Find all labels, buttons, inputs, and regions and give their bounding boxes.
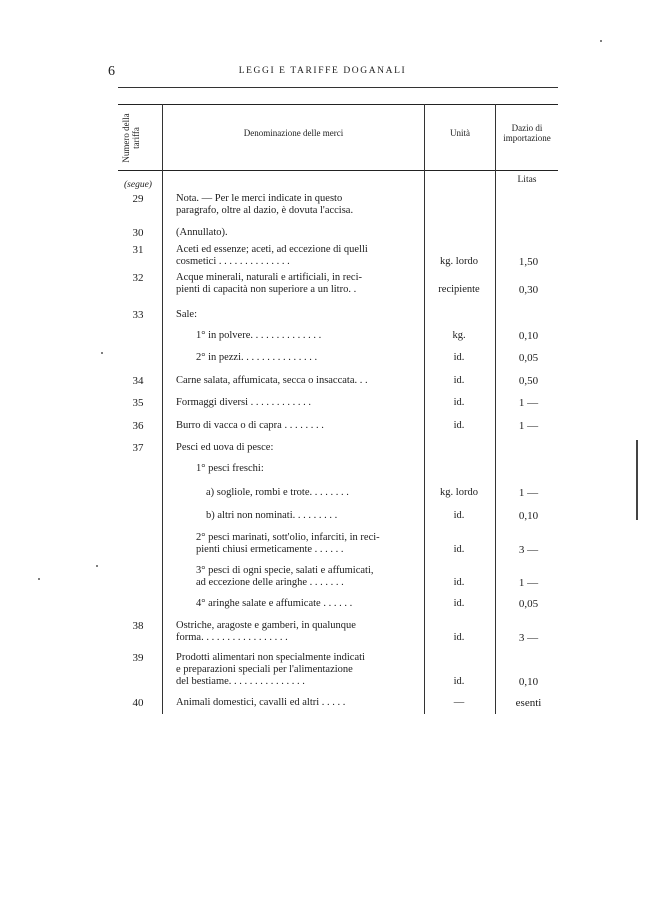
description-line: Carne salata, affumicata, secca o insaccata. . . bbox=[176, 375, 368, 386]
duty-value: 0,10 bbox=[518, 510, 539, 522]
description-line: 2° in pezzi. . . . . . . . . . . . . . . bbox=[196, 352, 318, 363]
description-line: 2° pesci marinati, sott'olio, infarciti, in reci- bbox=[196, 532, 380, 543]
header-duty: Dazio di importazione bbox=[503, 123, 551, 143]
goods-description bbox=[176, 652, 416, 688]
tariff-number: 30 bbox=[132, 227, 144, 239]
tariff-number: 34 bbox=[132, 375, 144, 387]
tariff-number: 39 bbox=[132, 652, 144, 664]
duty-value: 3 — bbox=[518, 632, 539, 644]
goods-description bbox=[176, 272, 416, 296]
unit-value: id. bbox=[453, 632, 465, 643]
header-number: Numero della tariffa bbox=[121, 113, 141, 163]
description-line: pienti chiusi ermeticamente . . . . . . bbox=[196, 544, 344, 555]
goods-description bbox=[176, 244, 416, 268]
goods-description bbox=[176, 227, 416, 239]
goods-description bbox=[196, 352, 416, 364]
tariff-number: 29 bbox=[132, 193, 144, 205]
unit-value: — bbox=[453, 697, 465, 708]
duty-value: 1 — bbox=[518, 487, 539, 499]
unit-value: id. bbox=[453, 510, 465, 521]
column-divider-3 bbox=[495, 104, 496, 714]
tariff-number: 40 bbox=[132, 697, 144, 709]
duty-value: 0,05 bbox=[518, 598, 539, 610]
duty-value: 0,10 bbox=[518, 330, 539, 342]
header-description: Denominazione delle merci bbox=[243, 128, 344, 138]
unit-value: id. bbox=[453, 352, 465, 363]
continued-label: (segue) bbox=[124, 180, 152, 190]
tariff-number: 35 bbox=[132, 397, 144, 409]
duty-value: 3 — bbox=[518, 544, 539, 556]
description-line: cosmetici . . . . . . . . . . . . . . bbox=[176, 256, 290, 267]
goods-description bbox=[206, 487, 416, 499]
description-line: a) sogliole, rombi e trote. . . . . . . . bbox=[206, 487, 349, 498]
goods-description bbox=[176, 397, 416, 409]
unit-value: kg. lordo bbox=[440, 487, 478, 498]
goods-description bbox=[196, 565, 416, 589]
goods-description bbox=[176, 620, 416, 644]
header-rule bbox=[118, 87, 558, 88]
currency-label: Litas bbox=[517, 175, 537, 185]
goods-description bbox=[176, 420, 416, 432]
scan-speck bbox=[38, 578, 40, 580]
unit-value: id. bbox=[453, 598, 465, 609]
column-divider-2 bbox=[424, 104, 425, 714]
description-line: forma. . . . . . . . . . . . . . . . . bbox=[176, 632, 288, 643]
unit-value: id. bbox=[453, 577, 465, 588]
tariff-number: 36 bbox=[132, 420, 144, 432]
scan-edge-mark bbox=[636, 440, 638, 520]
description-line: Nota. — Per le merci indicate in questo bbox=[176, 193, 343, 204]
description-line: e preparazioni speciali per l'alimentazione bbox=[176, 664, 353, 675]
goods-description bbox=[176, 309, 416, 321]
scan-speck bbox=[101, 352, 103, 354]
tariff-number: 37 bbox=[132, 442, 144, 454]
unit-value: recipiente bbox=[438, 284, 480, 295]
scan-speck bbox=[96, 565, 98, 567]
column-divider-1 bbox=[162, 104, 163, 714]
duty-value: 0,50 bbox=[518, 375, 539, 387]
table-header-rule bbox=[118, 170, 558, 171]
duty-value: 0,05 bbox=[518, 352, 539, 364]
unit-value: kg. bbox=[452, 330, 466, 341]
goods-description bbox=[206, 510, 416, 522]
duty-value: 0,10 bbox=[518, 676, 539, 688]
description-line: Pesci ed uova di pesce: bbox=[176, 442, 274, 453]
tariff-number: 33 bbox=[132, 309, 144, 321]
description-line: 1° pesci freschi: bbox=[196, 463, 264, 474]
page-number: 6 bbox=[108, 64, 115, 79]
goods-description bbox=[196, 463, 416, 475]
table-top-rule bbox=[118, 104, 558, 105]
duty-value: esenti bbox=[515, 697, 542, 709]
description-line: paragrafo, oltre al dazio, è dovuta l'accisa. bbox=[176, 205, 354, 216]
description-line: b) altri non nominati. . . . . . . . . bbox=[206, 510, 338, 521]
tariff-number: 31 bbox=[132, 244, 144, 256]
unit-value: id. bbox=[453, 676, 465, 687]
goods-description bbox=[196, 598, 416, 610]
header-unit: Unità bbox=[450, 128, 470, 138]
description-line: Aceti ed essenze; aceti, ad eccezione di quelli bbox=[176, 244, 368, 255]
duty-value: 1 — bbox=[518, 420, 539, 432]
unit-value: id. bbox=[453, 397, 465, 408]
duty-value: 1 — bbox=[518, 397, 539, 409]
description-line: Acque minerali, naturali e artificiali, in reci- bbox=[176, 272, 362, 283]
description-line: Sale: bbox=[176, 309, 197, 320]
description-line: Animali domestici, cavalli ed altri . . . . . bbox=[176, 697, 346, 708]
duty-value: 1,50 bbox=[518, 256, 539, 268]
unit-value: id. bbox=[453, 544, 465, 555]
duty-value: 0,30 bbox=[518, 284, 539, 296]
description-line: pienti di capacità non superiore a un litro. . bbox=[176, 284, 357, 295]
description-line: Ostriche, aragoste e gamberi, in qualunque bbox=[176, 620, 356, 631]
unit-value: kg. lordo bbox=[440, 256, 478, 267]
description-line: ad eccezione delle aringhe . . . . . . . bbox=[196, 577, 344, 588]
description-line: Formaggi diversi . . . . . . . . . . . . bbox=[176, 397, 312, 408]
description-line: 3° pesci di ogni specie, salati e affumicati, bbox=[196, 565, 374, 576]
scan-speck bbox=[600, 40, 602, 42]
tariff-number: 38 bbox=[132, 620, 144, 632]
description-line: 1° in polvere. . . . . . . . . . . . . . bbox=[196, 330, 322, 341]
description-line: 4° aringhe salate e affumicate . . . . . . bbox=[196, 598, 353, 609]
goods-description bbox=[176, 442, 416, 454]
duty-value: 1 — bbox=[518, 577, 539, 589]
running-title: LEGGI E TARIFFE DOGANALI bbox=[238, 66, 407, 76]
tariff-number: 32 bbox=[132, 272, 144, 284]
description-line: Prodotti alimentari non specialmente indicati bbox=[176, 652, 365, 663]
description-line: (Annullato). bbox=[176, 227, 228, 238]
goods-description bbox=[196, 532, 416, 556]
unit-value: id. bbox=[453, 375, 465, 386]
goods-description bbox=[176, 193, 416, 217]
goods-description bbox=[196, 330, 416, 342]
description-line: del bestiame. . . . . . . . . . . . . . . bbox=[176, 676, 305, 687]
description-line: Burro di vacca o di capra . . . . . . . . bbox=[176, 420, 324, 431]
goods-description bbox=[176, 375, 416, 387]
unit-value: id. bbox=[453, 420, 465, 431]
goods-description bbox=[176, 697, 416, 709]
